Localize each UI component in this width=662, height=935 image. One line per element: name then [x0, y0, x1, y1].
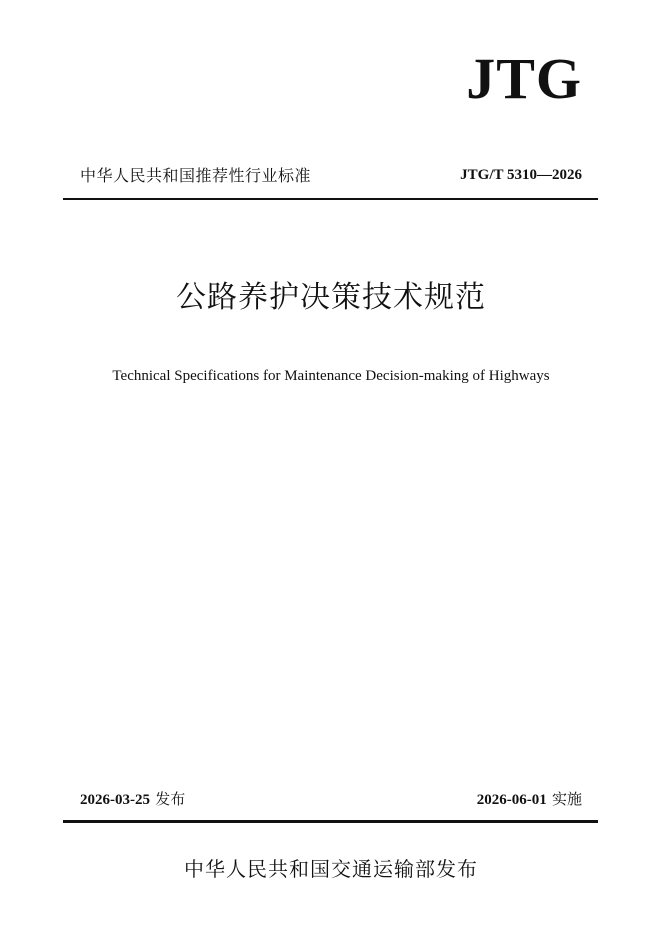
standard-number: JTG/T 5310—2026 — [460, 167, 582, 183]
title-chinese: 公路养护决策技术规范 — [176, 280, 486, 315]
issue-date-line — [80, 788, 185, 809]
implementation-label: 实施 — [551, 790, 582, 808]
publisher: 中华人民共和国交通运输部发布 — [184, 857, 478, 881]
standard-category: 中华人民共和国推荐性行业标准 — [80, 166, 312, 185]
title-english: Technical Specifications for Maintenance Decision-making of Highways — [112, 368, 550, 384]
implementation-date-line — [477, 788, 582, 809]
issue-date: 2026-03-25 — [80, 792, 150, 808]
jtg-logo: JTG — [466, 46, 582, 111]
footer-divider — [63, 820, 598, 823]
issue-label: 发布 — [155, 790, 186, 808]
implementation-date: 2026-06-01 — [476, 792, 547, 808]
header-divider — [63, 198, 598, 200]
